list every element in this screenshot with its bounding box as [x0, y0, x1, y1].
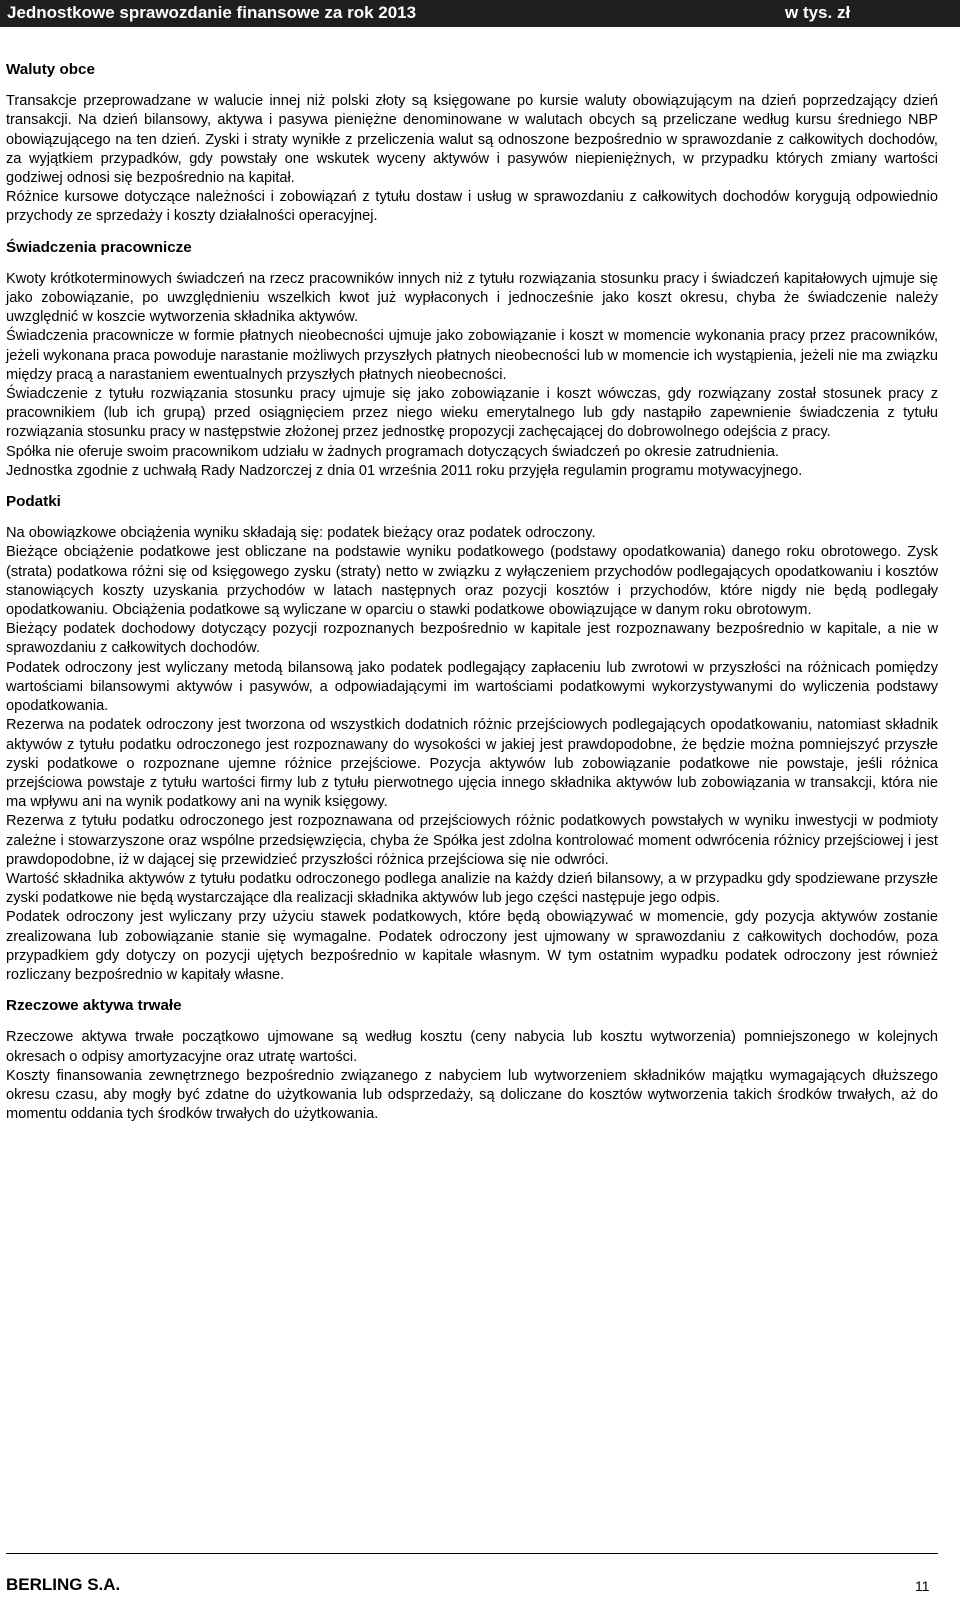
paragraph: Świadczenia pracownicze w formie płatnych nieobecności ujmuje jako zobowiązanie i koszt w momencie wykonania pracy przez pracowników, jeżeli wykonana praca powoduje narastanie możliwych przyszłych płatnych nieobecności lub w momencie ich wystąpienia, jeżeli nie ma związku między pracą a narastaniem ewentualnych przyszłych płatnych nieobecności. [6, 328, 938, 383]
paragraph: Bieżące obciążenie podatkowe jest obliczane na podstawie wyniku podatkowego (podstawy opodatkowania) danego roku obrotowego. Zysk (strata) podatkowa różni się od księgowego zysku (straty) netto w związku z wyłączeniem przychodów podlegających opodatkowaniu i kosztów stanowiących koszty uzyskania przychodów w latach następnych oraz pozycji kosztów i przychodów, które nigdy nie będą podlegały opodatkowaniu. Obciążenia podatkowe są wyliczane w oparciu o stawki podatkowe obowiązujące w danym roku obrotowym. [6, 544, 938, 619]
paragraph: Na obowiązkowe obciążenia wyniku składają się: podatek bieżący oraz podatek odroczony. [6, 525, 596, 542]
document-body [6, 56, 938, 1135]
section-heading: Świadczenia pracownicze [6, 238, 192, 256]
paragraph: Rezerwa z tytułu podatku odroczonego jest rozpoznawana od przejściowych różnic podatkowych powstałych w wyniku inwestycji w podmioty zależne i stowarzyszone oraz wspólne przedsięwzięcia, chyba że Spółka jest zdolna kontrolować moment odwrócenia różnicy przejściowej i jest prawdopodobne, iż w dającej się przewidzieć przyszłości różnica przejściowa się nie odwróci. [6, 813, 938, 868]
paragraph: Spółka nie oferuje swoim pracownikom udziału w żadnych programach dotyczących świadczeń po okresie zatrudnienia. [6, 443, 780, 460]
footer-divider [6, 1553, 938, 1554]
paragraph: Koszty finansowania zewnętrznego bezpośrednio związanego z nabyciem lub wytworzeniem składników majątku wymagających dłuższego okresu czasu, aby mogły być zdatne do użytkowania lub odsprzedaży, są doliczane do kosztów wytworzenia takich środków trwałych, aż do momentu oddania tych środków trwałych do użytkowania. [6, 1067, 938, 1123]
footer-company-name: BERLING S.A. [6, 1575, 121, 1594]
paragraph: Kwoty krótkoterminowych świadczeń na rzecz pracowników innych niż z tytułu rozwiązania stosunku pracy i świadczeń kapitałowych ujmuje się jako zobowiązanie, po uwzględnieniu wszelkich kwot już wypłaconych i jednocześnie jako koszt okresu, chyba że świadczenie należy uwzględnić w koszcie wytworzenia składnika aktywów. [6, 270, 938, 326]
section-swiadczenia-pracownicze [6, 238, 938, 481]
paragraph: Różnice kursowe dotyczące należności i zobowiązań z tytułu dostaw i usług w sprawozdaniu z całkowitych dochodów korygują odpowiednio przychody ze sprzedaży i koszty działalności operacyjnej. [6, 189, 938, 225]
paragraph: Świadczenie z tytułu rozwiązania stosunku pracy ujmuje się jako zobowiązanie i koszt wówczas, gdy rozwiązany został stosunek pracy z pracownikiem (lub ich grupą) przed osiągnięciem przez niego wieku emerytalnego lub gdy nastąpiło zapewnienie świadczenia z tytułu rozwiązania stosunku pracy w następstwie złożonej przez jednostkę propozycji zachęcającej do dobrowolnego odejścia z pracy. [6, 386, 938, 441]
paragraph: Rzeczowe aktywa trwałe początkowo ujmowane są według kosztu (ceny nabycia lub kosztu wytworzenia) pomniejszonego w kolejnych okresach o odpisy amortyzacyjne oraz utratę wartości. [6, 1029, 938, 1065]
section-rzeczowe-aktywa-trwale [6, 996, 938, 1124]
paragraph: Transakcje przeprowadzane w walucie innej niż polski złoty są księgowane po kursie waluty obowiązującym na dzień poprzedzający dzień transakcji. Na dzień bilansowy, aktywa i pasywa pieniężne denominowane w walutach obcych są przeliczane według kursu średniego NBP obowiązującego na ten dzień. Zyski i straty wynikłe z przeliczenia walut są odnoszone bezpośrednio w sprawozdanie z całkowitych dochodów, za wyjątkiem przypadków, gdy powstały one wskutek wyceny aktywów i pasywów niepieniężnych, w przypadku których zmiany wartości godziwej odnosi się bezpośrednio na kapitał. [6, 93, 938, 187]
page-number: 11 [915, 1578, 930, 1594]
section-heading: Podatki [6, 493, 61, 511]
page-header [0, 0, 960, 27]
header-title: Jednostkowe sprawozdanie finansowe za rok 2013 [7, 3, 417, 22]
paragraph: Jednostka zgodnie z uchwałą Rady Nadzorczej z dnia 01 września 2011 roku przyjęła regulamin programu motywacyjnego. [6, 462, 803, 479]
paragraph: Podatek odroczony jest wyliczany metodą bilansową jako podatek podlegający zapłaceniu lub zwrotowi w przyszłości na różnicach pomiędzy wartościami bilansowymi aktywów i pasywów, a odpowiadającymi im wartościami podatkowymi wykorzystywanymi do wyliczenia podstawy opodatkowania. [6, 659, 938, 715]
paragraph: Wartość składnika aktywów z tytułu podatku odroczonego podlega analizie na każdy dzień bilansowy, a w przypadku gdy spodziewane przyszłe zyski podatkowe nie będą wystarczające dla realizacji składnika aktywów lub jego części następuje jego odpis. [6, 870, 938, 907]
paragraph: Podatek odroczony jest wyliczany przy użyciu stawek podatkowych, które będą obowiązywać w momencie, gdy pozycja aktywów zostanie zrealizowana lub zobowiązanie stanie się wymagalne. Podatek odroczony jest ujmowany w sprawozdaniu z całkowitych dochodów, poza przypadkiem gdy dotyczy on pozycji ujętych bezpośrednio w kapitale własnym. W tym ostatnim wypadku podatek odroczony jest również rozliczany bezpośrednio w kapitały własne. [6, 909, 938, 983]
paragraph: Bieżący podatek dochodowy dotyczący pozycji rozpoznanych bezpośrednio w kapitale jest rozpoznawany bezpośrednio w kapitale, a nie w sprawozdaniu z całkowitych dochodów. [6, 621, 938, 657]
section-waluty-obce [6, 60, 938, 227]
section-podatki [6, 492, 938, 985]
paragraph: Rezerwa na podatek odroczony jest tworzona od wszystkich dodatnich różnic przejściowych podlegających opodatkowaniu, natomiast składnik aktywów z tytułu podatku odroczonego jest rozpoznawany do wysokości w jakiej jest prawdopodobne, że będzie można pomniejszyć przyszłe zyski podatkowe o rozpoznane ujemne różnice przejściowe. Pozycja aktywów lub zobowiązanie podatkowe nie powstaje, jeśli różnica przejściowa powstaje z tytułu wartości firmy lub z tytułu pierwotnego ujęcia innego składnika aktywów lub zobowiązania w transakcji, która nie ma wpływu ani na wynik podatkowy ani na wynik księgowy. [6, 717, 938, 811]
section-heading: Waluty obce [6, 61, 95, 78]
section-heading: Rzeczowe aktywa trwałe [6, 997, 182, 1015]
header-unit: w tys. zł [785, 3, 851, 22]
